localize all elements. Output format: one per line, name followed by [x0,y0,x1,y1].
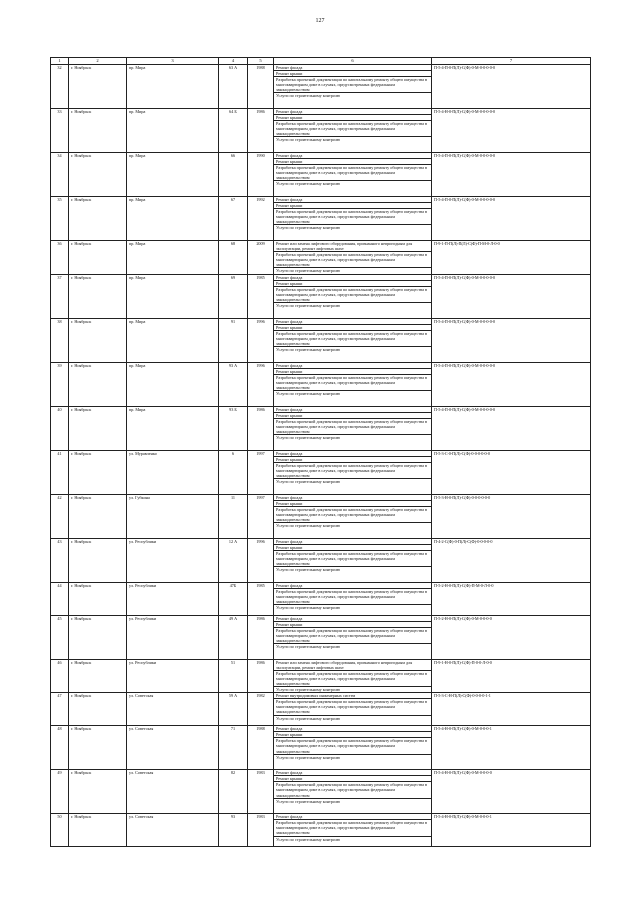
row-number: 37 [51,274,69,318]
row-number: 41 [51,450,69,494]
work-item: Ремонт крыши [274,324,431,330]
work-item: Ремонт фасада [276,65,303,70]
work-item: Ремонт фасада [276,538,303,544]
year-cell: 1988 [248,65,274,109]
year-cell: 1986 [248,109,274,153]
street-cell: пр. Мира [127,406,219,450]
work-item: Услуги по строительному контролю [274,604,431,610]
street-cell: ул. Советская [127,770,219,814]
street-cell: ул. Муравленко [127,450,219,494]
building-code-cell: П-9-1-П-П(Л)-П(Л)-С(Ф)-П-М-0-Л-0-0 [432,241,591,275]
works-cell [274,318,432,362]
work-item: Услуги по строительному контролю [274,346,431,352]
work-item: Разработка проектной документации по капитальному ремонту общего имущества в многоквартирном доме в случаях, предусмотренных федеральным законодательством [274,164,431,180]
work-item: Ремонт крыши [274,158,431,164]
table-row [51,494,591,538]
work-item: Ремонт фасада [276,153,303,158]
city-cell: г. Ноябрьск [69,494,127,538]
city-cell: г. Ноябрьск [69,770,127,814]
house-number-cell: 91 [219,318,248,362]
city-cell: г. Ноябрьск [69,615,127,659]
works-cell [274,582,432,615]
work-item: Ремонт внутридомовых инженерных систем [276,693,356,699]
work-item: Ремонт или замена лифтового оборудования, признанного непригодным для эксплуатации, ремонт лифтовых шахт [276,241,413,252]
work-item: Услуги по строительному контролю [274,478,431,484]
year-cell: 1992 [248,197,274,241]
work-item: Разработка проектной документации по капитальному ремонту общего имущества в многоквартирном доме в случаях, предусмотренных федеральным законодательством [274,737,431,753]
street-cell: ул. Советская [127,693,219,726]
column-header: 5 [248,58,274,65]
street-cell: ул. Республики [127,582,219,615]
row-number: 49 [51,770,69,814]
works-cell [274,274,432,318]
street-cell: пр. Мира [127,65,219,109]
column-header: 3 [127,58,219,65]
row-number: 39 [51,362,69,406]
work-item: Ремонт крыши [274,114,431,120]
work-item: Разработка проектной документации по капитальному ремонту общего имущества в многоквартирном доме в случаях, предусмотренных федеральным законодательством [274,251,431,267]
house-number-cell: 69 [219,274,248,318]
house-number-cell: 51 [219,659,248,693]
building-code-cell: П-5-3-С-0-П(Л)-С(Ф)-0-0-0-0-0-0 [432,450,591,494]
work-item: Ремонт крыши [274,280,431,286]
building-code-cell: П-5-4-П-0-П(Л)-С(Ф)-0-М-0-0-0-0-0 [432,153,591,197]
city-cell: г. Ноябрьск [69,726,127,770]
works-cell [274,362,432,406]
year-cell: 1986 [248,615,274,659]
column-number-row [51,58,591,65]
work-item: Ремонт крыши [274,456,431,462]
street-cell: ул. Советская [127,726,219,770]
year-cell: 1983 [248,814,274,847]
house-number-cell: 67 [219,197,248,241]
work-item: Услуги по строительному контролю [274,390,431,396]
works-cell [274,197,432,241]
year-cell: 1990 [248,153,274,197]
works-cell [274,65,432,109]
house-number-cell: 59 А [219,693,248,726]
street-cell: пр. Мира [127,318,219,362]
city-cell: г. Ноябрьск [69,197,127,241]
street-cell: ул. Губкина [127,494,219,538]
year-cell: 1982 [248,693,274,726]
works-cell [274,538,432,582]
work-item: Ремонт крыши [274,775,431,781]
building-code-cell: П-5-4-Н-0-П(Л)-С(Ф)-0-М-0-0-0-1 [432,726,591,770]
row-number: 47 [51,693,69,726]
work-item: Услуги по строительному контролю [274,754,431,760]
row-number: 46 [51,659,69,693]
table-row [51,538,591,582]
column-header: 6 [274,58,432,65]
row-number: 50 [51,814,69,847]
table-row [51,241,591,275]
works-cell [274,494,432,538]
year-cell: 1996 [248,538,274,582]
building-code-cell: П-5-4-Н-0-П(Л)-С(Ф)-0-М-0-0-0-0-0 [432,109,591,153]
table-row [51,406,591,450]
year-cell: 1988 [248,726,274,770]
city-cell: г. Ноябрьск [69,693,127,726]
city-cell: г. Ноябрьск [69,538,127,582]
house-number-cell: 47Б [219,582,248,615]
work-item: Услуги по строительному контролю [274,643,431,649]
house-number-cell: 6 [219,450,248,494]
year-cell: 1985 [248,274,274,318]
table-row [51,197,591,241]
city-cell: г. Ноябрьск [69,450,127,494]
work-item: Ремонт крыши [274,368,431,374]
work-item: Услуги по строительному контролю [274,434,431,440]
city-cell: г. Ноябрьск [69,362,127,406]
year-cell: 1997 [248,494,274,538]
work-item: Ремонт фасада [276,450,303,456]
city-cell: г. Ноябрьск [69,582,127,615]
work-item: Услуги по строительному контролю [274,798,431,804]
work-item: Услуги по строительному контролю [274,92,431,98]
work-item: Услуги по строительному контролю [274,302,431,308]
work-item: Услуги по строительному контролю [274,836,431,842]
works-cell [274,406,432,450]
building-code-cell: П-4-2-С(Ф)-0-П(Л)-С(Ф)-0-0-0-0-0 [432,538,591,582]
column-header: 7 [432,58,591,65]
work-item: Разработка проектной документации по капитальному ремонту общего имущества в многоквартирном доме в случаях, предусмотренных федеральным законодательством [274,120,431,136]
street-cell: пр. Мира [127,109,219,153]
year-cell: 1986 [248,659,274,693]
row-number: 36 [51,241,69,275]
work-item: Услуги по строительному контролю [274,224,431,230]
work-item: Услуги по строительному контролю [274,180,431,186]
building-code-cell: П-5-4-П-0-П(Л)-С(Ф)-0-М-0-0-0-0-0 [432,406,591,450]
year-cell: 1983 [248,770,274,814]
work-item: Ремонт фасада [276,362,303,368]
year-cell: 1986 [248,406,274,450]
city-cell: г. Ноябрьск [69,274,127,318]
row-number: 45 [51,615,69,659]
table-row [51,450,591,494]
street-cell: пр. Мира [127,197,219,241]
work-item: Ремонт крыши [274,202,431,208]
building-code-cell: П-5-3-С-Н-П(Л)-С(Ф)-0-0-0-0-1-1 [432,693,591,726]
work-item: Ремонт крыши [274,412,431,418]
work-item: Ремонт фасада [276,318,303,324]
work-item: Разработка проектной документации по капитальному ремонту общего имущества в многоквартирном доме в случаях, предусмотренных федеральным законодательством [274,698,431,714]
work-item: Разработка проектной документации по капитальному ремонту общего имущества в многоквартирном доме в случаях, предусмотренных федеральным законодательством [274,627,431,643]
column-header: 2 [69,58,127,65]
house-number-cell: 68 [219,241,248,275]
work-item: Ремонт крыши [274,70,431,76]
work-item: Ремонт крыши [274,500,431,506]
work-item: Ремонт фасада [276,494,303,500]
row-number: 43 [51,538,69,582]
work-item: Разработка проектной документации по капитальному ремонту общего имущества в многоквартирном доме в случаях, предусмотренных федеральным законодательством [274,330,431,346]
table-row [51,318,591,362]
building-code-cell: П-5-4-П-0-П(Л)-С(Ф)-0-М-0-0-0-0-0 [432,274,591,318]
street-cell: пр. Мира [127,241,219,275]
work-item: Ремонт крыши [274,621,431,627]
city-cell: г. Ноябрьск [69,109,127,153]
house-number-cell: 93 Б [219,406,248,450]
building-code-cell: П-5-4-П-0-П(Л)-С(Ф)-0-М-0-0-0-0-0 [432,197,591,241]
column-header: 1 [51,58,69,65]
works-cell [274,659,432,693]
year-cell: 1996 [248,362,274,406]
work-item: Ремонт фасада [276,109,303,114]
house-number-cell: 11 [219,494,248,538]
table-row [51,659,591,693]
row-number: 33 [51,109,69,153]
work-item: Разработка проектной документации по капитальному ремонту общего имущества в многоквартирном доме в случаях, предусмотренных федеральным законодательством [274,670,431,686]
works-cell [274,241,432,275]
house-number-cell: 82 [219,770,248,814]
work-item: Разработка проектной документации по капитальному ремонту общего имущества в многоквартирном доме в случаях, предусмотренных федеральным законодательством [274,506,431,522]
work-item: Разработка проектной документации по капитальному ремонту общего имущества в многоквартирном доме в случаях, предусмотренных федеральным законодательством [274,418,431,434]
house-number-cell: 71 [219,726,248,770]
table-row [51,693,591,726]
work-item: Ремонт фасада [276,726,303,732]
city-cell: г. Ноябрьск [69,153,127,197]
page-number: 127 [315,18,325,24]
building-code-cell: П-5-3-Н-0-П(Л)-С(Ф)-0-0-0-0-0-0 [432,494,591,538]
house-number-cell: 66 [219,153,248,197]
work-item: Ремонт фасада [276,615,303,621]
work-item: Услуги по строительному контролю [274,686,431,692]
row-number: 38 [51,318,69,362]
table-row [51,615,591,659]
building-code-cell: П-5-4-Н-0-П(Л)-С(Ф)-0-М-0-0-0-1 [432,814,591,847]
work-item: Услуги по строительному контролю [274,715,431,721]
works-cell [274,693,432,726]
work-item: Ремонт фасада [276,406,303,412]
housing-register-table [50,57,591,847]
street-cell: ул. Республики [127,659,219,693]
work-item: Ремонт фасада [276,582,303,588]
street-cell: ул. Советская [127,814,219,847]
work-item: Разработка проектной документации по капитальному ремонту общего имущества в многоквартирном доме в случаях, предусмотренных федеральным законодательством [274,550,431,566]
table-row [51,814,591,847]
year-cell: 1985 [248,582,274,615]
work-item: Разработка проектной документации по капитальному ремонту общего имущества в многоквартирном доме в случаях, предусмотренных федеральным законодательством [274,208,431,224]
building-code-cell: П-9-1-Н-0-П(Л)-С(Ф)-П-0-0-Л-0-0 [432,659,591,693]
column-header: 4 [219,58,248,65]
house-number-cell: 63 А [219,65,248,109]
building-code-cell: П-5-4-П-0-П(Л)-С(Ф)-0-М-0-0-0-0-0 [432,318,591,362]
building-code-cell: П-5-2-Н-0-П(Л)-С(Ф)-П-М-0-Л-0-0 [432,582,591,615]
city-cell: г. Ноябрьск [69,318,127,362]
street-cell: пр. Мира [127,274,219,318]
work-item: Ремонт фасада [276,814,303,820]
work-item: Ремонт фасада [276,274,303,280]
row-number: 48 [51,726,69,770]
work-item: Разработка проектной документации по капитальному ремонту общего имущества в многоквартирном доме в случаях, предусмотренных федеральным законодательством [274,76,431,92]
works-cell [274,450,432,494]
work-item: Услуги по строительному контролю [274,136,431,142]
table-row [51,153,591,197]
work-item: Ремонт фасада [276,197,303,202]
city-cell: г. Ноябрьск [69,659,127,693]
table-row [51,726,591,770]
row-number: 35 [51,197,69,241]
house-number-cell: 93 А [219,362,248,406]
city-cell: г. Ноябрьск [69,406,127,450]
table-row [51,274,591,318]
house-number-cell: 64 Б [219,109,248,153]
work-item: Услуги по строительному контролю [274,566,431,572]
works-cell [274,109,432,153]
work-item: Услуги по строительному контролю [274,267,431,273]
work-item: Ремонт крыши [274,544,431,550]
works-cell [274,770,432,814]
work-item: Разработка проектной документации по капитальному ремонту общего имущества в многоквартирном доме в случаях, предусмотренных федеральным законодательством [274,286,431,302]
city-cell: г. Ноябрьск [69,814,127,847]
work-item: Разработка проектной документации по капитальному ремонту общего имущества в многоквартирном доме в случаях, предусмотренных федеральным законодательством [274,374,431,390]
year-cell: 2009 [248,241,274,275]
street-cell: пр. Мира [127,153,219,197]
works-cell [274,153,432,197]
works-cell [274,615,432,659]
house-number-cell: 49 А [219,615,248,659]
row-number: 42 [51,494,69,538]
city-cell: г. Ноябрьск [69,241,127,275]
table-row [51,582,591,615]
work-item: Ремонт крыши [274,731,431,737]
row-number: 44 [51,582,69,615]
house-number-cell: 93 [219,814,248,847]
row-number: 32 [51,65,69,109]
year-cell: 1997 [248,450,274,494]
building-code-cell: П-5-2-Н-0-П(Л)-С(Ф)-0-М-0-0-0-0 [432,615,591,659]
table-body [51,65,591,847]
building-code-cell: П-5-4-П-0-П(Л)-С(Ф)-0-М-0-0-0-0-0 [432,362,591,406]
city-cell: г. Ноябрьск [69,65,127,109]
table-row [51,65,591,109]
work-item: Разработка проектной документации по капитальному ремонту общего имущества в многоквартирном доме в случаях, предусмотренных федеральным законодательством [274,781,431,797]
works-cell [274,814,432,847]
row-number: 40 [51,406,69,450]
house-number-cell: 12 А [219,538,248,582]
work-item: Услуги по строительному контролю [274,522,431,528]
table-row [51,109,591,153]
work-item: Разработка проектной документации по капитальному ремонту общего имущества в многоквартирном доме в случаях, предусмотренных федеральным законодательством [274,588,431,604]
table-row [51,770,591,814]
year-cell: 1996 [248,318,274,362]
works-cell [274,726,432,770]
row-number: 34 [51,153,69,197]
street-cell: пр. Мира [127,362,219,406]
building-code-cell: П-5-4-П-0-П(Л)-С(Ф)-0-М-0-0-0-0-0 [432,65,591,109]
building-code-cell: П-5-4-Н-0-П(Л)-С(Ф)-0-М-0-0-0-0 [432,770,591,814]
table-row [51,362,591,406]
work-item: Ремонт фасада [276,770,303,776]
work-item: Разработка проектной документации по капитальному ремонту общего имущества в многоквартирном доме в случаях, предусмотренных федеральным законодательством [274,819,431,835]
work-item: Ремонт или замена лифтового оборудования, признанного непригодным для эксплуатации, ремонт лифтовых шахт [276,659,413,670]
street-cell: ул. Республики [127,615,219,659]
work-item: Разработка проектной документации по капитальному ремонту общего имущества в многоквартирном доме в случаях, предусмотренных федеральным законодательством [274,462,431,478]
street-cell: ул. Республики [127,538,219,582]
